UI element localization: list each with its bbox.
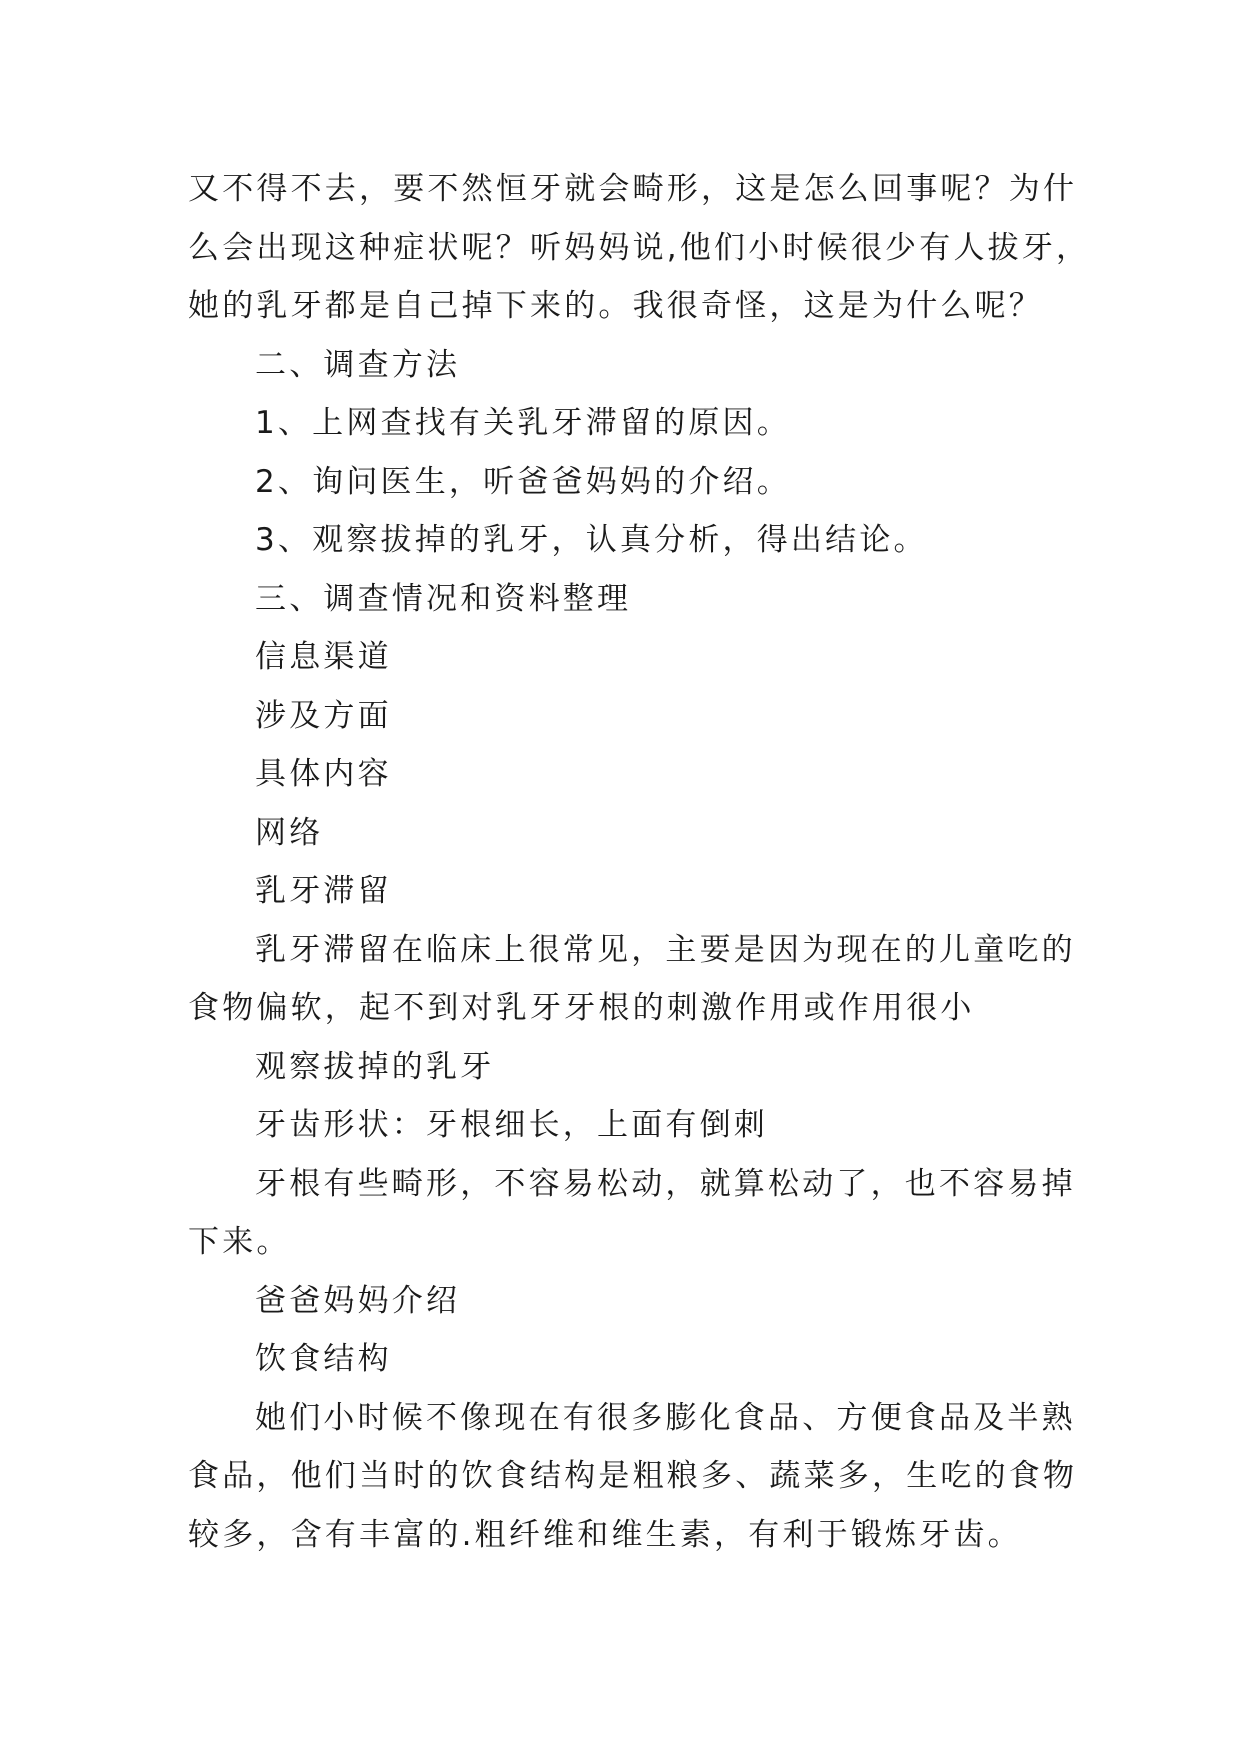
paragraph-line: 她们小时候不像现在有很多膨化食品、方便食品及半熟	[255, 1399, 1076, 1436]
list-item: 1、上网查找有关乳牙滞留的原因。	[255, 405, 791, 441]
table-cell: 网络	[255, 814, 324, 851]
table-header-cell: 涉及方面	[255, 697, 392, 734]
paragraph-line: 下来。	[188, 1224, 291, 1260]
section-heading-findings: 三、调查情况和资料整理	[255, 580, 632, 617]
paragraph-line: 牙根有些畸形，不容易松动，就算松动了，也不容易掉	[255, 1165, 1076, 1202]
table-cell: 乳牙滞留	[255, 873, 392, 909]
table-header-cell: 具体内容	[255, 756, 392, 792]
paragraph-line: 食品，他们当时的饮食结构是粗粮多、蔬菜多，生吃的食物	[188, 1458, 1078, 1494]
table-cell: 饮食结构	[255, 1341, 392, 1377]
text-line: 又不得不去，要不然恒牙就会畸形，这是怎么回事呢？为什	[188, 171, 1078, 207]
table-cell: 爸爸妈妈介绍	[255, 1282, 461, 1319]
table-cell: 牙齿形状：牙根细长，上面有倒刺	[255, 1107, 768, 1143]
text-line: 么会出现这种症状呢？听妈妈说,他们小时候很少有人拔牙，	[188, 229, 1091, 266]
table-cell: 观察拔掉的乳牙	[255, 1048, 495, 1085]
paragraph-line: 食物偏软，起不到对乳牙牙根的刺激作用或作用很小	[188, 990, 975, 1026]
text-line: 她的乳牙都是自己掉下来的。我很奇怪，这是为什么呢？	[188, 288, 1043, 324]
list-item: 2、询问医生，听爸爸妈妈的介绍。	[255, 463, 791, 500]
table-header-cell: 信息渠道	[255, 639, 392, 675]
document-page	[188, 160, 1091, 1564]
section-heading-methods: 二、调查方法	[255, 346, 461, 383]
paragraph-line: 乳牙滞留在临床上很常见，主要是因为现在的儿童吃的	[255, 931, 1076, 968]
list-item: 3、观察拔掉的乳牙，认真分析，得出结论。	[255, 522, 928, 558]
paragraph-line: 较多，含有丰富的.粗纤维和维生素，有利于锻炼牙齿。	[188, 1516, 1022, 1553]
